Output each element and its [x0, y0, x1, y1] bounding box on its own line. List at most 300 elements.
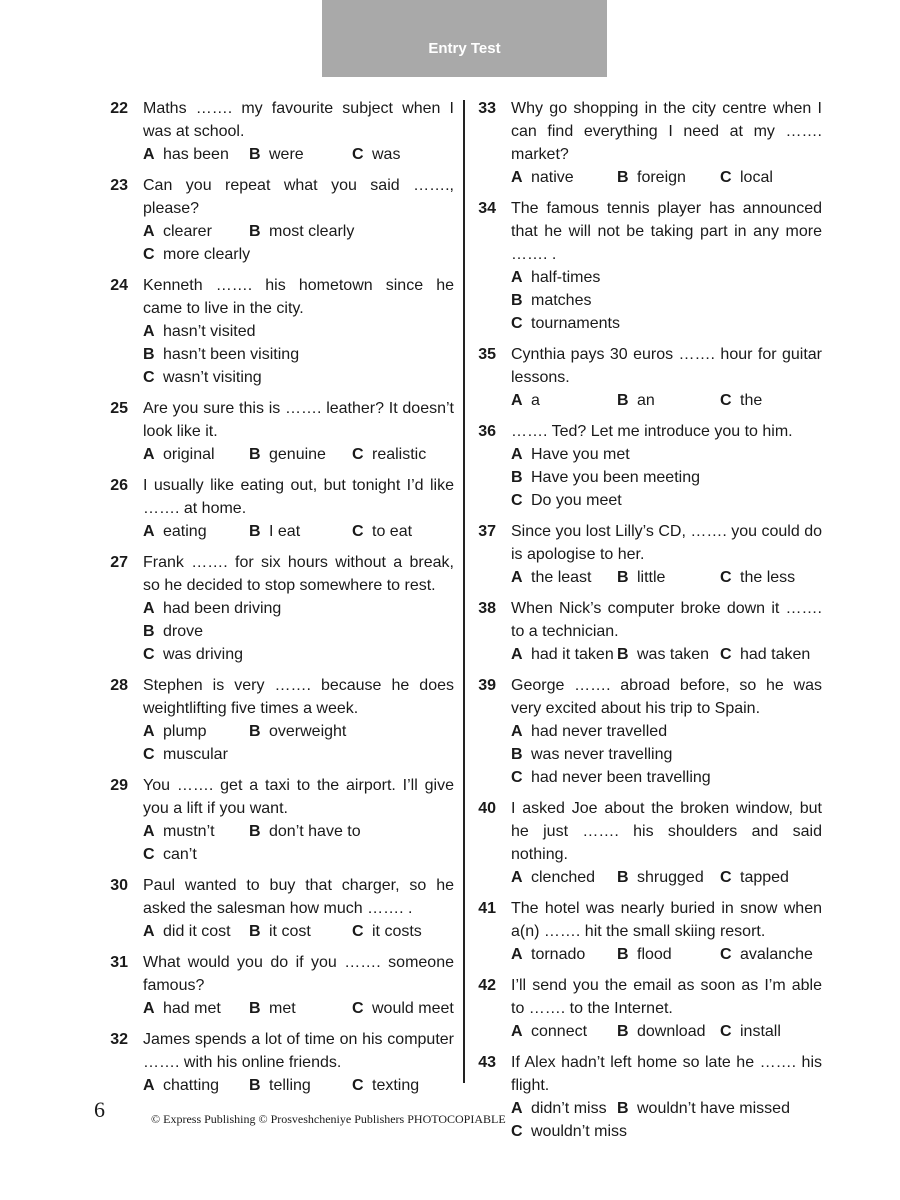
answer-options [143, 643, 454, 666]
page-title: Entry Test [428, 40, 501, 57]
option-text: tapped [740, 869, 789, 886]
option-a[interactable] [143, 1074, 249, 1097]
option-a[interactable] [511, 566, 617, 589]
option-text: avalanche [740, 946, 813, 963]
question-number: 32 [110, 1031, 128, 1048]
option-a[interactable] [511, 389, 617, 412]
option-a[interactable] [143, 597, 454, 620]
question-number: 29 [110, 777, 128, 794]
question-text: The hotel was nearly buried in snow when a(n) ……. hit the small skiing resort. [511, 900, 822, 940]
answer-options [511, 289, 822, 312]
option-text: the [740, 392, 763, 409]
answer-options [511, 1097, 822, 1120]
option-a[interactable] [143, 720, 249, 743]
question-number: 34 [478, 200, 496, 217]
question-33 [472, 97, 822, 189]
question-text: I’ll send you the email as soon as I’m able to ……. to the Internet. [511, 977, 822, 1017]
option-letter: A [143, 600, 155, 617]
question-number: 38 [478, 600, 496, 617]
option-c[interactable] [352, 520, 412, 543]
answer-options [511, 766, 822, 789]
option-c[interactable] [720, 943, 813, 966]
option-letter: A [511, 569, 523, 586]
option-letter: A [511, 392, 523, 409]
question-number: 40 [478, 800, 496, 817]
option-letter: C [352, 446, 364, 463]
option-text: connect [531, 1023, 588, 1040]
option-b[interactable] [617, 866, 720, 889]
option-letter: B [143, 346, 155, 363]
question-22 [104, 97, 454, 166]
question-35 [472, 343, 822, 412]
option-text: shrugged [637, 869, 704, 886]
option-letter: B [511, 469, 523, 486]
option-text: had it taken [531, 646, 614, 663]
option-text: download [637, 1023, 706, 1040]
answer-options [143, 820, 454, 843]
answer-options [511, 566, 822, 589]
answer-options [143, 597, 454, 620]
option-letter: A [143, 323, 155, 340]
answer-options [143, 320, 454, 343]
answer-options [143, 843, 454, 866]
question-28 [104, 674, 454, 766]
question-32 [104, 1028, 454, 1097]
option-c[interactable] [143, 743, 454, 766]
option-b[interactable] [511, 466, 822, 489]
option-text: tornado [531, 946, 586, 963]
option-letter: A [511, 946, 523, 963]
option-letter: A [143, 523, 155, 540]
option-text: install [740, 1023, 781, 1040]
option-letter: A [143, 223, 155, 240]
option-b[interactable] [143, 620, 454, 643]
option-b[interactable] [249, 920, 352, 943]
option-a[interactable] [143, 997, 249, 1020]
option-text: native [531, 169, 574, 186]
option-letter: A [511, 646, 523, 663]
question-number: 41 [478, 900, 496, 917]
question-number: 28 [110, 677, 128, 694]
option-a[interactable] [143, 220, 249, 243]
option-letter: B [511, 292, 523, 309]
answer-options [143, 243, 454, 266]
answer-options [143, 343, 454, 366]
option-letter: A [511, 169, 523, 186]
option-text: the less [740, 569, 796, 586]
option-a[interactable] [143, 320, 454, 343]
question-34 [472, 197, 822, 335]
option-text: foreign [637, 169, 686, 186]
option-letter: C [720, 169, 732, 186]
question-text: What would you do if you ……. someone famous? [143, 954, 454, 994]
option-a[interactable] [143, 443, 249, 466]
option-text: had taken [740, 646, 811, 663]
question-31 [104, 951, 454, 1020]
question-30 [104, 874, 454, 943]
option-letter: B [143, 623, 155, 640]
option-c[interactable] [352, 920, 422, 943]
option-letter: B [617, 869, 629, 886]
question-number: 39 [478, 677, 496, 694]
option-a[interactable] [511, 1020, 617, 1043]
question-number: 22 [110, 100, 128, 117]
option-c[interactable] [511, 1120, 822, 1143]
option-b[interactable] [249, 443, 352, 466]
question-text: You ……. get a taxi to the airport. I’ll give you a lift if you want. [143, 777, 454, 817]
option-letter: B [249, 146, 261, 163]
option-text: eating [163, 523, 207, 540]
option-text: I eat [269, 523, 301, 540]
option-c[interactable] [720, 866, 789, 889]
question-number: 36 [478, 423, 496, 440]
option-text: had never travelled [531, 723, 668, 740]
option-text: original [163, 446, 215, 463]
question-25 [104, 397, 454, 466]
option-b[interactable] [617, 1020, 720, 1043]
option-text: wouldn’t miss [531, 1123, 628, 1140]
page-number: 6 [94, 1097, 105, 1122]
option-b[interactable] [249, 520, 352, 543]
option-letter: A [143, 446, 155, 463]
answer-options [511, 743, 822, 766]
option-c[interactable] [143, 366, 454, 389]
option-letter: C [143, 746, 155, 763]
option-text: it cost [269, 923, 311, 940]
answer-options [143, 1074, 454, 1097]
question-text: ……. Ted? Let me introduce you to him. [511, 423, 793, 440]
option-a[interactable] [511, 166, 617, 189]
option-c[interactable] [511, 766, 822, 789]
option-c[interactable] [352, 1074, 419, 1097]
option-c[interactable] [511, 312, 822, 335]
answer-options [143, 520, 454, 543]
answer-options [143, 220, 454, 243]
question-text: Maths ……. my favourite subject when I was at school. [143, 100, 454, 140]
question-36 [472, 420, 822, 512]
option-text: had met [163, 1000, 221, 1017]
option-b[interactable] [511, 289, 822, 312]
option-letter: C [720, 946, 732, 963]
option-b[interactable] [617, 389, 720, 412]
question-41 [472, 897, 822, 966]
option-text: wouldn’t have missed [637, 1100, 790, 1117]
question-number: 43 [478, 1054, 496, 1071]
question-42 [472, 974, 822, 1043]
question-number: 30 [110, 877, 128, 894]
option-text: was driving [163, 646, 244, 663]
option-text: an [637, 392, 655, 409]
option-c[interactable] [143, 643, 454, 666]
option-c[interactable] [352, 143, 400, 166]
answer-options [511, 166, 822, 189]
option-letter: C [720, 869, 732, 886]
option-a[interactable] [143, 143, 249, 166]
option-text: did it cost [163, 923, 231, 940]
option-a[interactable] [143, 920, 249, 943]
option-letter: B [617, 1100, 629, 1117]
option-b[interactable] [143, 343, 454, 366]
option-letter: A [143, 923, 155, 940]
option-text: wasn’t visiting [163, 369, 262, 386]
right-column [472, 97, 822, 1151]
option-text: can’t [163, 846, 197, 863]
option-a[interactable] [511, 866, 617, 889]
question-24 [104, 274, 454, 389]
option-a[interactable] [511, 443, 822, 466]
option-letter: C [720, 1023, 732, 1040]
option-b[interactable] [249, 1074, 352, 1097]
option-c[interactable] [143, 843, 454, 866]
option-letter: A [143, 1000, 155, 1017]
option-b[interactable] [617, 166, 720, 189]
option-letter: C [143, 646, 155, 663]
option-text: to eat [372, 523, 413, 540]
option-text: would meet [372, 1000, 454, 1017]
option-a[interactable] [511, 943, 617, 966]
answer-options [143, 143, 454, 166]
answer-options [143, 997, 454, 1020]
question-number: 42 [478, 977, 496, 994]
question-26 [104, 474, 454, 543]
answer-options [511, 266, 822, 289]
question-text: Paul wanted to buy that charger, so he asked the salesman how much ……. . [143, 877, 454, 917]
option-text: it costs [372, 923, 422, 940]
option-text: had been driving [163, 600, 282, 617]
option-text: realistic [372, 446, 427, 463]
question-text: Frank ……. for six hours without a break, so he decided to stop somewhere to rest. [143, 554, 454, 594]
option-letter: C [511, 315, 523, 332]
option-letter: C [720, 392, 732, 409]
option-letter: A [143, 823, 155, 840]
answer-options [511, 1120, 822, 1143]
option-text: Have you met [531, 446, 630, 463]
option-a[interactable] [511, 720, 822, 743]
option-letter: A [511, 269, 523, 286]
option-a[interactable] [511, 643, 617, 666]
option-letter: C [511, 492, 523, 509]
option-letter: C [352, 146, 364, 163]
option-text: matches [531, 292, 592, 309]
option-letter: C [720, 569, 732, 586]
option-text: a [531, 392, 540, 409]
question-number: 24 [110, 277, 128, 294]
option-letter: B [617, 946, 629, 963]
option-text: was taken [637, 646, 710, 663]
question-text: The famous tennis player has announced that he will not be taking part in any more ……. . [511, 200, 822, 263]
question-number: 37 [478, 523, 496, 540]
answer-options [511, 643, 822, 666]
option-letter: B [617, 1023, 629, 1040]
answer-options [511, 443, 822, 466]
option-letter: B [617, 169, 629, 186]
option-text: genuine [269, 446, 326, 463]
option-letter: C [720, 646, 732, 663]
header-tab [322, 0, 607, 77]
answer-options [511, 389, 822, 412]
option-b[interactable] [249, 720, 346, 743]
option-text: didn’t miss [531, 1100, 607, 1117]
option-letter: B [617, 646, 629, 663]
option-b[interactable] [617, 566, 720, 589]
answer-options [511, 489, 822, 512]
option-text: clearer [163, 223, 212, 240]
option-text: was [372, 146, 401, 163]
option-c[interactable] [720, 643, 810, 666]
question-text: Are you sure this is ……. leather? It doesn’t look like it. [143, 400, 454, 440]
answer-options [511, 943, 822, 966]
option-letter: B [249, 223, 261, 240]
option-c[interactable] [720, 1020, 781, 1043]
question-text: I usually like eating out, but tonight I’d like ……. at home. [143, 477, 454, 517]
question-text: I asked Joe about the broken window, but he just ……. his shoulders and said nothing. [511, 800, 822, 863]
question-39 [472, 674, 822, 789]
option-text: more clearly [163, 246, 251, 263]
option-text: don’t have to [269, 823, 361, 840]
option-c[interactable] [352, 997, 454, 1020]
option-letter: B [511, 746, 523, 763]
option-c[interactable] [720, 166, 773, 189]
option-letter: B [249, 1077, 261, 1094]
left-column [104, 97, 454, 1105]
option-letter: A [511, 1100, 523, 1117]
option-text: little [637, 569, 666, 586]
option-text: the least [531, 569, 592, 586]
option-b[interactable] [249, 997, 352, 1020]
option-letter: C [143, 369, 155, 386]
question-text: Cynthia pays 30 euros ……. hour for guitar lessons. [511, 346, 822, 386]
option-text: mustn’t [163, 823, 215, 840]
option-letter: C [143, 246, 155, 263]
option-text: met [269, 1000, 296, 1017]
question-number: 33 [478, 100, 496, 117]
question-text: James spends a lot of time on his computer ……. with his online friends. [143, 1031, 454, 1071]
option-letter: A [511, 1023, 523, 1040]
option-c[interactable] [720, 389, 762, 412]
option-text: flood [637, 946, 672, 963]
option-b[interactable] [249, 220, 354, 243]
option-text: drove [163, 623, 204, 640]
option-text: hasn’t visited [163, 323, 256, 340]
option-letter: B [249, 523, 261, 540]
option-a[interactable] [511, 266, 822, 289]
option-c[interactable] [352, 443, 426, 466]
question-text: When Nick’s computer broke down it ……. to a technician. [511, 600, 822, 640]
answer-options [511, 1020, 822, 1043]
question-number: 35 [478, 346, 496, 363]
option-letter: A [511, 869, 523, 886]
option-letter: C [352, 923, 364, 940]
question-23 [104, 174, 454, 266]
option-c[interactable] [143, 243, 454, 266]
option-b[interactable] [617, 643, 720, 666]
question-text: Kenneth ……. his hometown since he came to live in the city. [143, 277, 454, 317]
option-text: most clearly [269, 223, 355, 240]
option-text: plump [163, 723, 207, 740]
copyright-footer: © Express Publishing © Prosveshcheniye Publishers PHOTOCOPIABLE [151, 1112, 506, 1126]
question-number: 25 [110, 400, 128, 417]
option-b[interactable] [617, 1097, 790, 1120]
answer-options [511, 466, 822, 489]
question-27 [104, 551, 454, 666]
option-letter: C [511, 1123, 523, 1140]
option-letter: A [143, 723, 155, 740]
option-letter: B [249, 1000, 261, 1017]
option-letter: A [511, 723, 523, 740]
option-text: half-times [531, 269, 601, 286]
question-38 [472, 597, 822, 666]
option-letter: A [143, 1077, 155, 1094]
option-letter: C [143, 846, 155, 863]
answer-options [143, 366, 454, 389]
option-letter: A [511, 446, 523, 463]
option-c[interactable] [720, 566, 795, 589]
option-letter: B [249, 723, 261, 740]
answer-options [511, 720, 822, 743]
question-text: If Alex hadn’t left home so late he ……. his flight. [511, 1054, 822, 1094]
column-divider [463, 100, 465, 1083]
answer-options [143, 620, 454, 643]
option-letter: B [249, 446, 261, 463]
option-text: had never been travelling [531, 769, 711, 786]
question-number: 27 [110, 554, 128, 571]
question-text: Since you lost Lilly’s CD, ……. you could do is apologise to her. [511, 523, 822, 563]
answer-options [511, 866, 822, 889]
question-text: George ……. abroad before, so he was very excited about his trip to Spain. [511, 677, 822, 717]
option-letter: B [617, 392, 629, 409]
option-text: Have you been meeting [531, 469, 700, 486]
answer-options [511, 312, 822, 335]
answer-options [143, 743, 454, 766]
option-letter: A [143, 146, 155, 163]
option-text: clenched [531, 869, 596, 886]
question-29 [104, 774, 454, 866]
question-text: Stephen is very ……. because he does weightlifting five times a week. [143, 677, 454, 717]
question-43 [472, 1051, 822, 1143]
option-letter: B [249, 923, 261, 940]
option-b[interactable] [617, 943, 720, 966]
question-number: 31 [110, 954, 128, 971]
option-a[interactable] [143, 520, 249, 543]
option-text: muscular [163, 746, 228, 763]
option-a[interactable] [511, 1097, 617, 1120]
question-number: 26 [110, 477, 128, 494]
option-text: overweight [269, 723, 347, 740]
option-b[interactable] [249, 143, 352, 166]
option-letter: C [352, 1077, 364, 1094]
question-40 [472, 797, 822, 889]
option-text: has been [163, 146, 229, 163]
option-letter: B [249, 823, 261, 840]
option-letter: C [352, 523, 364, 540]
option-text: texting [372, 1077, 420, 1094]
question-number: 23 [110, 177, 128, 194]
option-text: local [740, 169, 773, 186]
answer-options [143, 443, 454, 466]
question-37 [472, 520, 822, 589]
option-c[interactable] [511, 489, 822, 512]
answer-options [143, 920, 454, 943]
option-a[interactable] [143, 820, 249, 843]
option-text: telling [269, 1077, 311, 1094]
option-b[interactable] [511, 743, 822, 766]
question-text: Can you repeat what you said ……., please? [143, 177, 454, 217]
option-text: were [269, 146, 304, 163]
answer-options [143, 720, 454, 743]
option-text: was never travelling [531, 746, 673, 763]
option-b[interactable] [249, 820, 361, 843]
option-letter: C [511, 769, 523, 786]
